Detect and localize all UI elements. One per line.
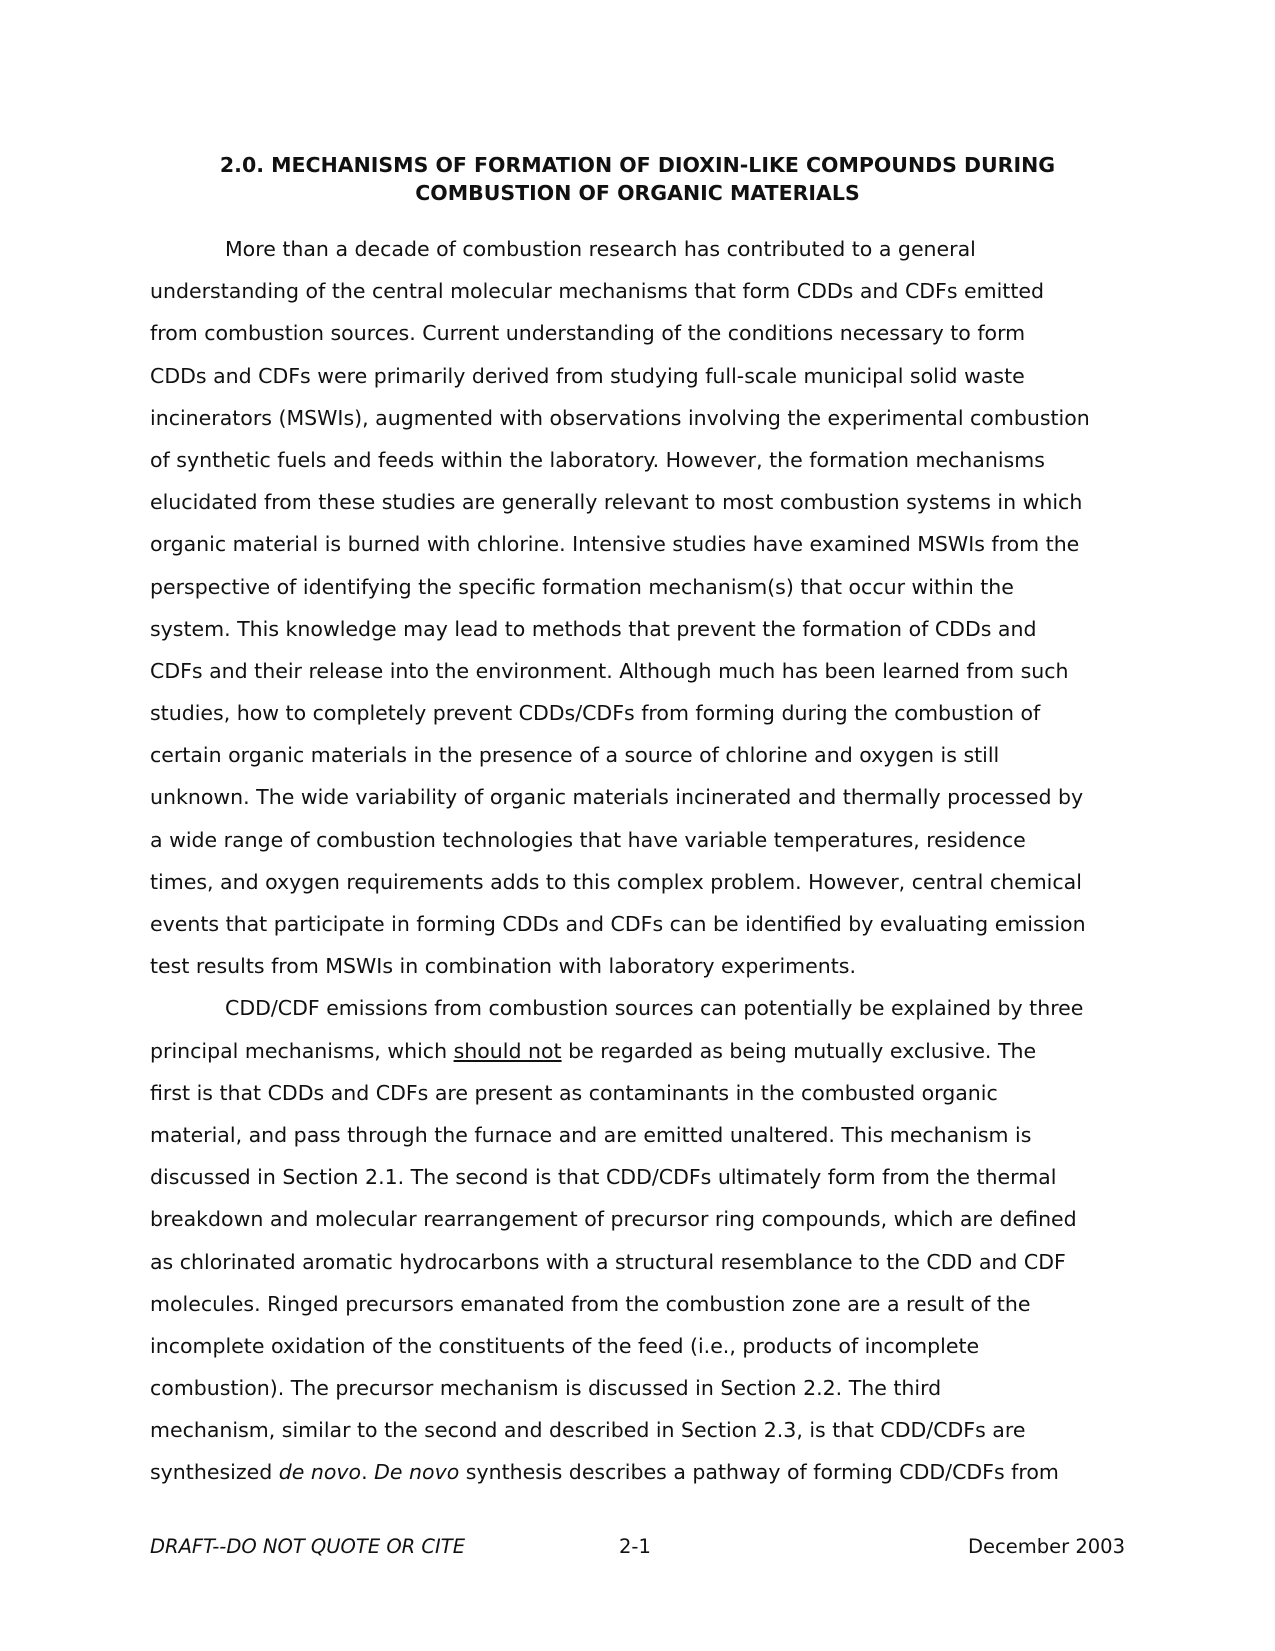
heading-line-2: COMBUSTION OF ORGANIC MATERIALS bbox=[415, 181, 860, 205]
text-line: understanding of the central molecular mechanisms that form CDDs and CDFs emitted bbox=[150, 279, 1045, 304]
text-line: studies, how to completely prevent CDDs/CDFs from forming during the combustion of bbox=[150, 701, 1041, 726]
text-line: CDD/CDF emissions from combustion sources can potentially be explained by three bbox=[225, 996, 1084, 1021]
text-run: synthesis describes a pathway of forming CDD/CDFs from bbox=[459, 1460, 1059, 1485]
text-line: elucidated from these studies are generally relevant to most combustion systems in which bbox=[150, 490, 1083, 515]
heading-line-1: 2.0. MECHANISMS OF FORMATION OF DIOXIN-LIKE COMPOUNDS DURING bbox=[219, 153, 1056, 177]
underlined-emphasis: should not bbox=[453, 1038, 562, 1063]
text-run: be regarded as being mutually exclusive. The bbox=[561, 1038, 1037, 1063]
text-line bbox=[150, 1030, 1140, 1072]
text-line: from combustion sources. Current understanding of the conditions necessary to form bbox=[150, 321, 1026, 346]
paragraph-1 bbox=[150, 228, 1140, 987]
document-date: December 2003 bbox=[968, 1535, 1125, 1558]
text-line: CDFs and their release into the environment. Although much has been learned from such bbox=[150, 658, 1069, 683]
page-footer bbox=[150, 1532, 1125, 1562]
text-line: incomplete oxidation of the constituents of the feed (i.e., products of incomplete bbox=[150, 1333, 980, 1358]
text-line: certain organic materials in the presence of a source of chlorine and oxygen is still bbox=[150, 743, 1000, 768]
text-line: first is that CDDs and CDFs are present as contaminants in the combusted organic bbox=[150, 1080, 998, 1105]
text-line: a wide range of combustion technologies that have variable temperatures, residence bbox=[150, 827, 1026, 852]
text-run: principal mechanisms, which bbox=[150, 1038, 454, 1063]
draft-notice: DRAFT--DO NOT QUOTE OR CITE bbox=[150, 1535, 466, 1558]
text-line: CDDs and CDFs were primarily derived from studying full-scale municipal solid waste bbox=[150, 363, 1025, 388]
text-line: times, and oxygen requirements adds to this complex problem. However, central chemical bbox=[150, 869, 1082, 894]
text-line: test results from MSWIs in combination with laboratory experiments. bbox=[150, 954, 856, 979]
text-line: system. This knowledge may lead to methods that prevent the formation of CDDs and bbox=[150, 616, 1037, 641]
text-line: events that participate in forming CDDs and CDFs can be identified by evaluating emission bbox=[150, 912, 1086, 936]
section-heading bbox=[150, 151, 1125, 207]
page-number: 2-1 bbox=[619, 1535, 651, 1558]
text-line: unknown. The wide variability of organic materials incinerated and thermally processed by bbox=[150, 785, 1084, 810]
text-line: combustion). The precursor mechanism is discussed in Section 2.2. The third bbox=[150, 1376, 942, 1401]
text-run: . bbox=[361, 1460, 375, 1485]
text-line: organic material is burned with chlorine. Intensive studies have examined MSWIs from the bbox=[150, 532, 1080, 557]
text-run: synthesized bbox=[150, 1460, 279, 1485]
text-line: incinerators (MSWIs), augmented with observations involving the experimental combustion bbox=[150, 405, 1090, 430]
text-line: perspective of identifying the specific formation mechanism(s) that occur within the bbox=[150, 574, 1014, 599]
text-line bbox=[150, 1451, 1140, 1493]
text-line: More than a decade of combustion research has contributed to a general bbox=[225, 237, 976, 261]
text-line: molecules. Ringed precursors emanated from the combustion zone are a result of the bbox=[150, 1291, 1031, 1316]
text-line: as chlorinated aromatic hydrocarbons with a structural resemblance to the CDD and CDF bbox=[150, 1249, 1066, 1274]
text-line: of synthetic fuels and feeds within the laboratory. However, the formation mechanisms bbox=[150, 447, 1045, 472]
body-text bbox=[150, 228, 1140, 1494]
italic-term: De novo bbox=[374, 1460, 460, 1485]
text-line: discussed in Section 2.1. The second is that CDD/CDFs ultimately form from the thermal bbox=[150, 1165, 1057, 1190]
text-line: mechanism, similar to the second and described in Section 2.3, is that CDD/CDFs are bbox=[150, 1418, 1026, 1443]
text-line: material, and pass through the furnace and are emitted unaltered. This mechanism is bbox=[150, 1122, 1032, 1147]
text-line: breakdown and molecular rearrangement of precursor ring compounds, which are defined bbox=[150, 1207, 1077, 1232]
italic-term: de novo bbox=[278, 1460, 362, 1485]
paragraph-2 bbox=[150, 987, 1140, 1493]
